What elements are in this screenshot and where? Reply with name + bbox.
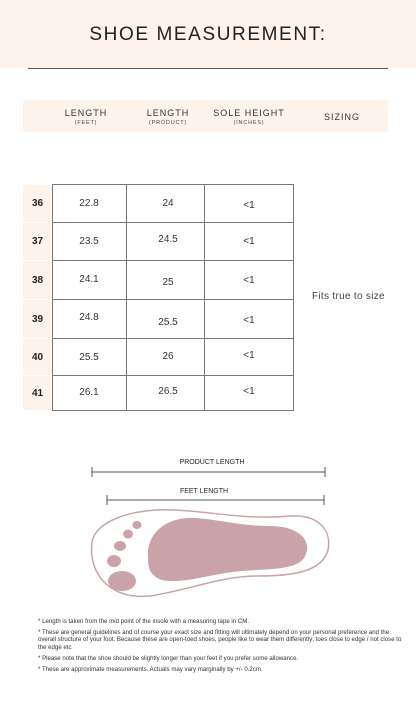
product-length-value: 24.5	[158, 234, 178, 245]
grid-line	[52, 299, 294, 300]
feet-length-value: 26.1	[79, 387, 99, 398]
size-cell: 38	[23, 261, 52, 299]
feet-length-value: 22.8	[79, 198, 99, 209]
foot-measurement-diagram	[0, 450, 416, 610]
feet-length-value: 24.1	[79, 274, 99, 285]
header-sizing	[305, 100, 379, 132]
sole-height-value: <1	[243, 350, 255, 361]
sole-height-value: <1	[243, 315, 255, 326]
toe-icon	[133, 521, 142, 529]
page-title: SHOE MEASUREMENT:	[89, 24, 327, 45]
header-length-product-unit: (PRODUCT)	[148, 120, 188, 126]
header-length-feet	[53, 100, 119, 132]
grid-line	[52, 184, 294, 185]
toe-icon	[123, 530, 133, 539]
size-cell: 41	[23, 376, 52, 410]
grid-line	[52, 222, 294, 223]
product-length-label: PRODUCT LENGTH	[179, 459, 245, 466]
grid-line	[52, 410, 294, 411]
grid-line	[204, 184, 205, 410]
header-sizing-label: SIZING	[323, 112, 360, 122]
toe-icon	[114, 541, 126, 551]
title-divider	[28, 68, 388, 69]
feet-length-value: 23.5	[79, 236, 99, 247]
note-item: * Please note that the shoe should be slightly longer than your feet if you prefer some allowance.	[38, 654, 299, 662]
sole-height-value: <1	[243, 200, 255, 211]
header-sole-height-label: SOLE HEIGHT	[213, 108, 285, 118]
grid-line	[293, 184, 294, 410]
header-sole-height-unit: (INCHES)	[233, 120, 265, 126]
grid-line	[126, 184, 127, 410]
product-length-value: 25	[162, 277, 174, 288]
size-cell: 37	[23, 223, 52, 260]
product-length-value: 26.5	[158, 386, 178, 397]
footprint-icon	[148, 518, 307, 581]
grid-line	[52, 375, 294, 376]
grid-line	[52, 184, 53, 410]
sizing-note: Fits true to size	[312, 291, 385, 302]
notes	[38, 618, 408, 677]
size-cell: 39	[23, 300, 52, 338]
grid-line	[52, 260, 294, 261]
sole-height-value: <1	[243, 236, 255, 247]
grid-line	[52, 338, 294, 339]
header-length-feet-label: LENGTH	[64, 108, 108, 118]
header-length-feet-unit: (FEET)	[74, 120, 98, 126]
size-cell: 40	[23, 339, 52, 375]
size-cell: 36	[23, 185, 52, 222]
product-length-value: 24	[162, 198, 174, 209]
sole-height-value: <1	[243, 275, 255, 286]
header-length-product-label: LENGTH	[146, 108, 190, 118]
header-sole-height	[209, 100, 289, 132]
feet-length-value: 25.5	[79, 352, 99, 363]
note-item: * These are approximate measurements. Actuals may vary marginally by +/- 0.2cm.	[38, 666, 263, 674]
toe-icon	[107, 555, 121, 567]
product-length-value: 26	[162, 351, 174, 362]
table-header	[23, 100, 388, 132]
note-item: * These are general guidelines and of course your exact size and fitting will ultimately depend on your personal preference and the overall structure of your foot. Because these are open-toed shoes, people like to wear them differently; toes close to edge / not close to the edge etc	[38, 629, 402, 651]
sole-height-value: <1	[243, 386, 255, 397]
note-item: * Length is taken from the mid point of the insole with a measuring tape in CM.	[38, 618, 250, 625]
big-toe-icon	[108, 571, 136, 591]
header-length-product	[135, 100, 201, 132]
feet-length-label: FEET LENGTH	[179, 488, 229, 495]
product-length-value: 25.5	[158, 317, 178, 328]
feet-length-value: 24.8	[79, 312, 99, 323]
